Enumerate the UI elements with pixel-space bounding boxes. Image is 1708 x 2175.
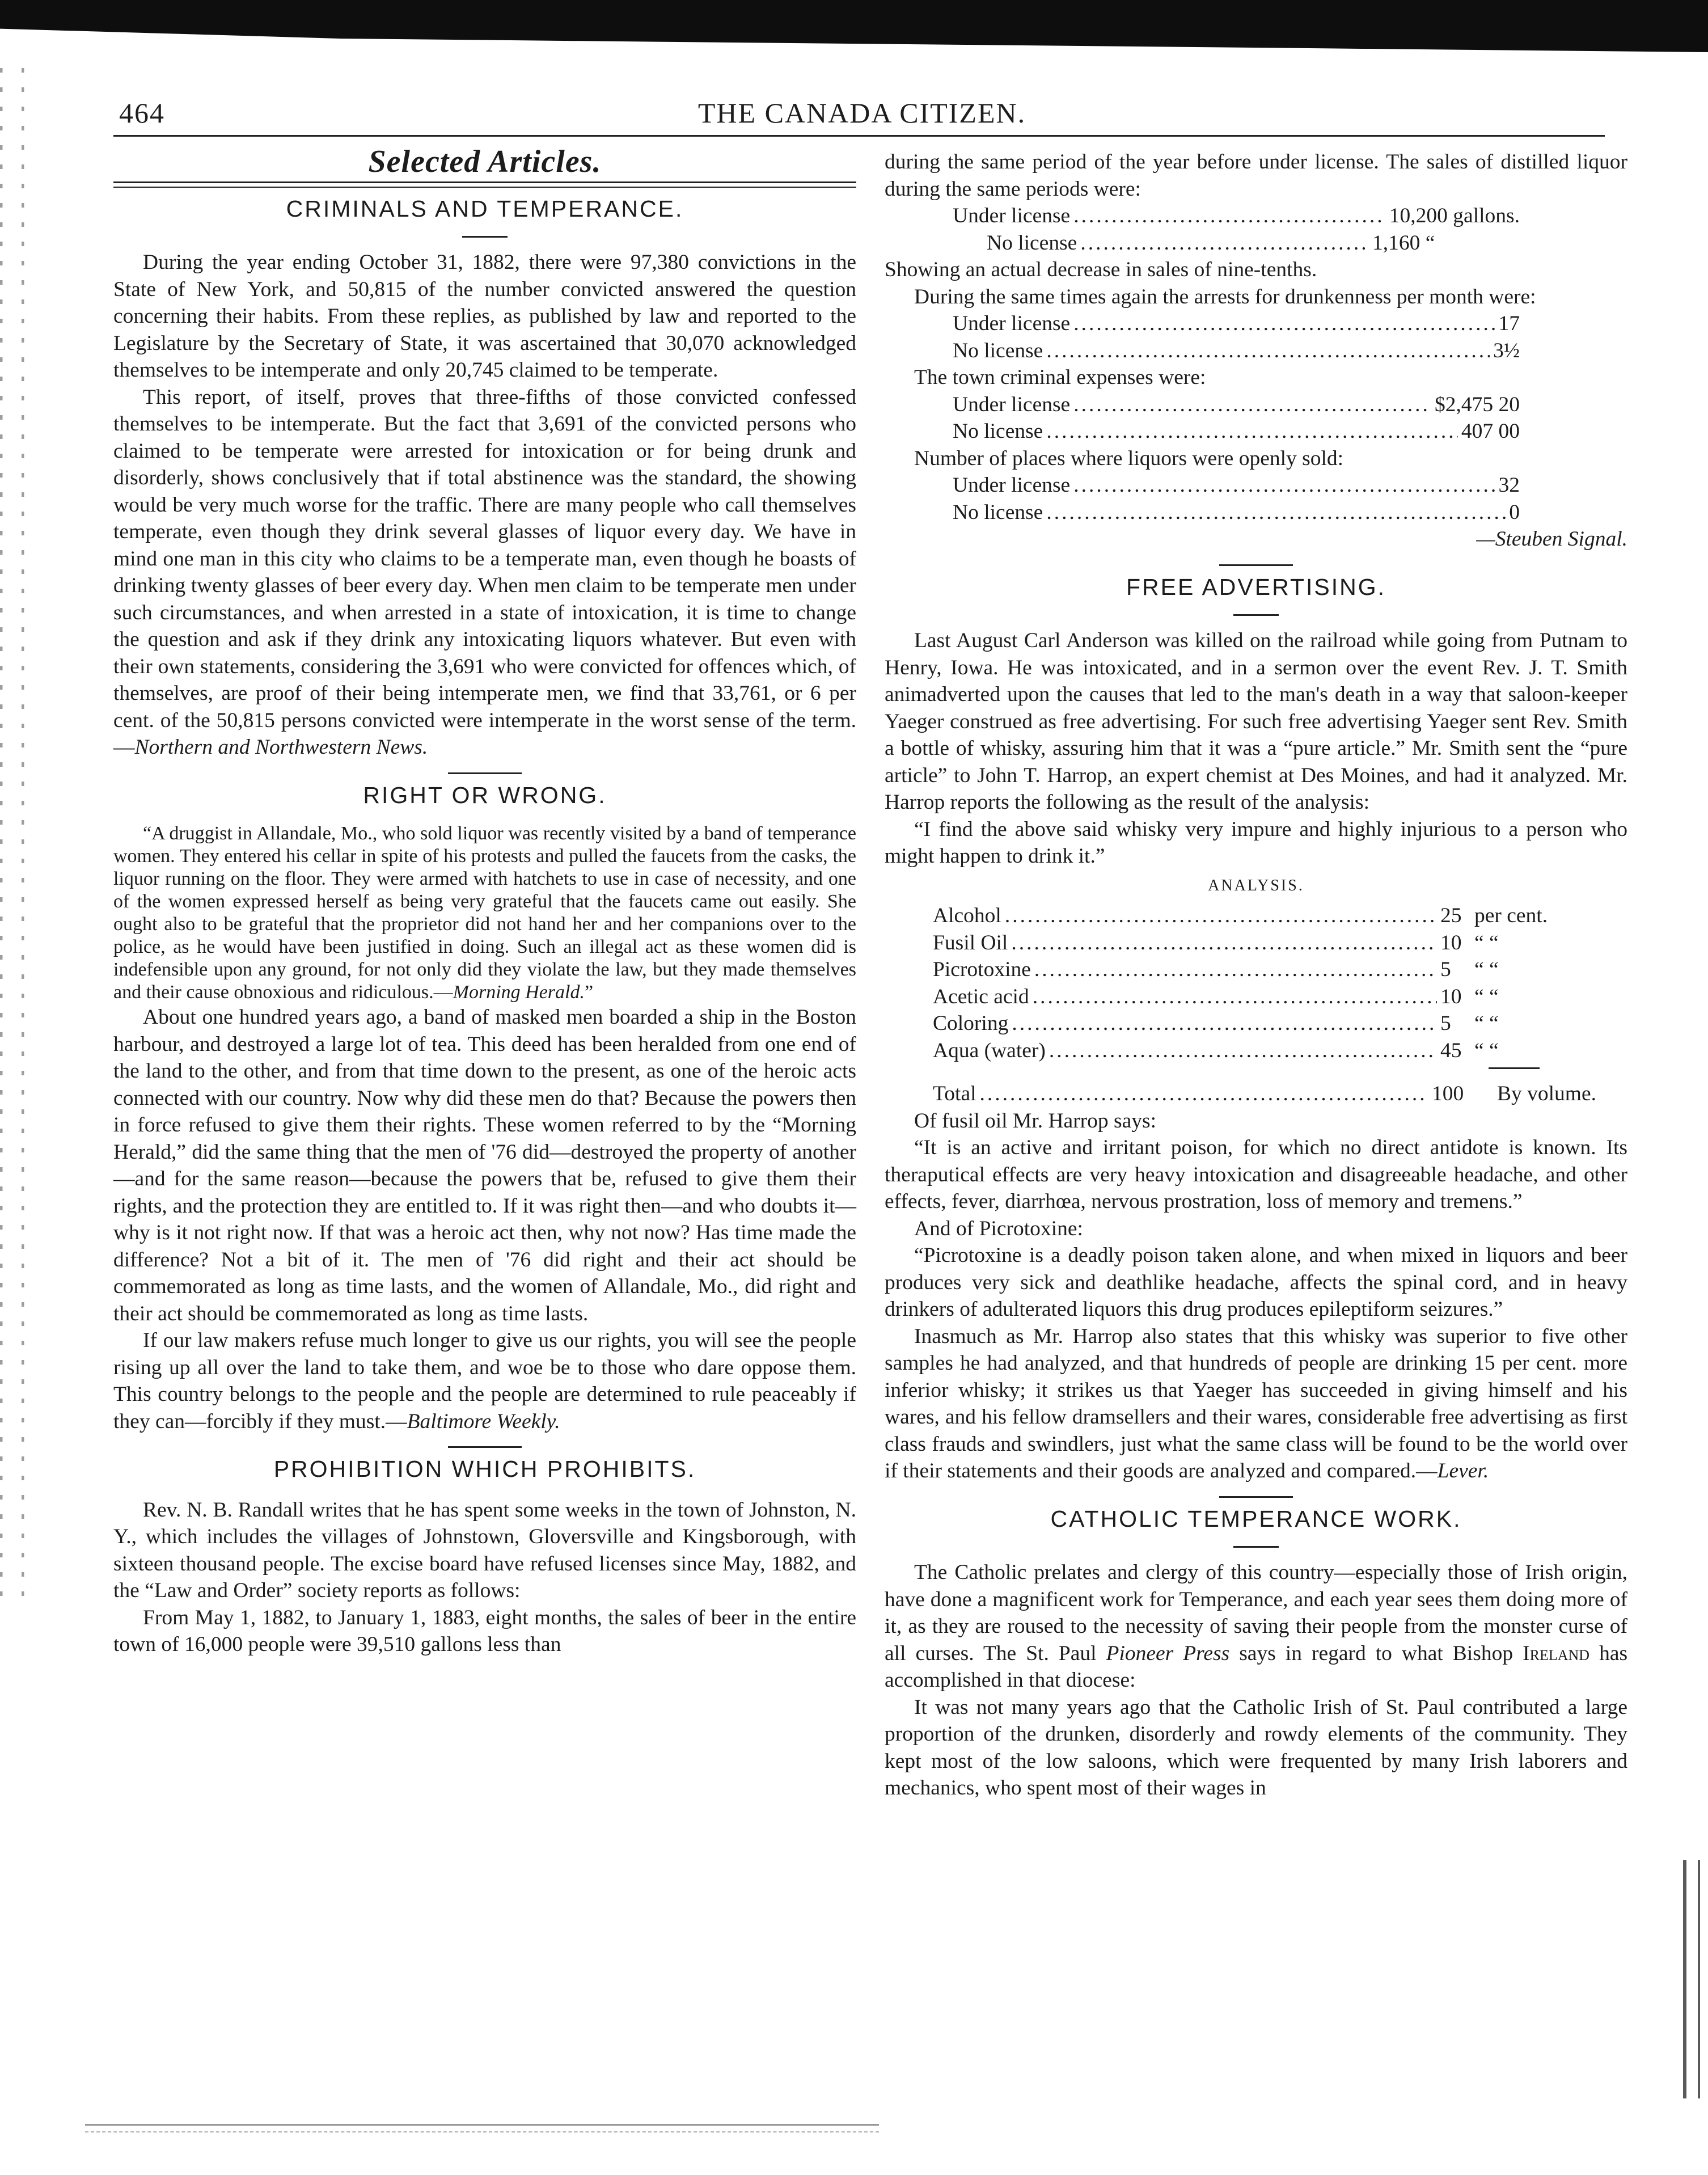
paragraph: During the same times again the arrests for drunkenness per month were: — [914, 285, 1536, 309]
paragraph: From May 1, 1882, to January 1, 1883, eight months, the sales of beer in the entire town of 16,000 people were 39,510 gallons less than — [113, 1606, 856, 1656]
analysis-row: Aqua (water) ..... 45 “ “ — [933, 1037, 1596, 1065]
source-credit: Morning Herald. — [453, 982, 585, 1003]
paragraph: during the same period of the year before under license. The sales of distilled liquor during the same periods were: — [885, 150, 1627, 201]
masthead: THE CANADA CITIZEN. — [697, 97, 1026, 129]
total-rule — [1489, 1067, 1540, 1069]
paragraph: About one hundred years ago, a band of masked men boarded a ship in the Boston harbour, and destroyed a large lot of tea. This deed has been heralded from one end of the land to the other, and from that time down to the present, as one of the heroic acts connected with our country. Now why did these men do that? Because the powers then in force refused to give them their rights. These women referred to by the “Morning Herald,” did the same thing that the men of '76 did—destroyed the property of another—and for the same reason—because the powers that be, refused to give them their rights, and the protection they are entitled to. If it was right then—and who doubts it—why is it not right now. If that was a heroic act then, why not now? Has time made the difference? Not a bit of it. The men of '76 did right and their act should be commemorated as long as time lasts, and the women of Allandale, Mo., did right and their act should be commemorated as long as time lasts. — [113, 1006, 856, 1325]
page-number: 464 — [119, 97, 165, 129]
source-credit: Lever. — [1437, 1459, 1489, 1483]
title-rule — [462, 236, 508, 238]
stat-row: Under license ..... 10,200 gallons. — [953, 202, 1520, 230]
analysis-row: Picrotoxine ..... 5 “ “ — [933, 956, 1596, 983]
section-divider — [448, 772, 522, 774]
scan-right-edge-mark — [1683, 1860, 1700, 2098]
left-column — [113, 144, 856, 1658]
stat-row: No license ..... 3½ — [953, 337, 1520, 365]
places-list — [953, 472, 1520, 526]
scan-left-edge-marks — [0, 68, 51, 1599]
analysis-total-row: Total ..... 100 By volume. — [933, 1080, 1596, 1108]
scan-top-bar — [0, 0, 1708, 52]
analysis-row: Alcohol ..... 25 per cent. — [933, 902, 1596, 930]
stat-row: Under license ..... 17 — [953, 310, 1520, 337]
article-free-advertising — [885, 574, 1627, 1485]
analysis-row: Coloring ..... 5 “ “ — [933, 1010, 1596, 1037]
paragraph: Of fusil oil Mr. Harrop says: — [914, 1109, 1157, 1133]
article-catholic-temperance-work — [885, 1506, 1627, 1802]
page-header — [119, 96, 1605, 137]
double-rule — [113, 181, 856, 188]
article-title: PROHIBITION WHICH PROHIBITS. — [273, 1456, 696, 1482]
article-prohibition-continued — [885, 149, 1627, 553]
section-divider — [1219, 1496, 1293, 1498]
stat-row: No license ..... 407 00 — [953, 418, 1520, 445]
paragraph: The Catholic prelates and clergy of this country—especially those of Irish origin, have done a magnificent work for Temperance, and each year sees them doing more of it, as they are roused to the necessity of saving their people from the monster curse of all curses. The St. Paul Pioneer Press says in regard to what Bishop Ireland has accomplished in that diocese: — [885, 1561, 1628, 1692]
paragraph: Last August Carl Anderson was killed on the railroad while going from Putnam to Henry, Iowa. He was intoxicated, and in a sermon over the event Rev. J. T. Smith animadverted upon the causes that led to the man's death in a way that saloon-keeper Yaeger construed as free advertising. For such free advertising Yaeger sent Rev. Smith a bottle of whisky, assuring him that it was a “pure article.” Mr. Smith sent the “pure article” to John T. Harrop, an expert chemist at Des Moines, and had it analyzed. Mr. Harrop reports the following as the result of the analysis: — [885, 629, 1627, 814]
paragraph: “Picrotoxine is a deadly poison taken alone, and when mixed in liquors and beer produces very sick and deathlike headache, affects the spinal cord, and in heavy drinkers of adulterated liquors this drug produces epileptiform seizures.” — [885, 1244, 1627, 1321]
article-right-or-wrong — [113, 782, 856, 1435]
title-rule — [1233, 1546, 1279, 1548]
paragraph: The town criminal expenses were: — [914, 366, 1206, 389]
analysis-row: Fusil Oil ..... 10 “ “ — [933, 930, 1596, 957]
paragraph: If our law makers refuse much longer to give us our rights, you will see the people rising up all over the land to take them, and woe be to those who dare oppose them. This country belongs to the people and the people are determined to rule peaceably if they can—forcibly if they must.—Baltimore Weekly. — [113, 1329, 856, 1433]
source-credit: —Steuben Signal. — [1476, 527, 1627, 551]
article-criminals-and-temperance — [113, 196, 856, 761]
sales-list — [953, 202, 1520, 256]
source-credit: Northern and Northwestern News. — [134, 736, 428, 759]
source-credit: Baltimore Weekly. — [407, 1409, 560, 1433]
header-rule — [113, 135, 1605, 137]
analysis-heading: ANALYSIS. — [1208, 876, 1304, 894]
quoted-paragraph: “A druggist in Allandale, Mo., who sold liquor was recently visited by a band of temperance women. They entered his cellar in spite of his protests and pulled the faucets from the casks, the liquor running on the floor. They were armed with hatchets to use in case of necessity, and one of the women expressed herself as being very grateful that the faucets came out easily. She ought also to be grateful that the proprietor did not hand her and her companions over to the police, as he would have been justified in doing. Such an illegal act as these women did is indefensible upon any ground, for not only did they violate the law, but they made themselves and their cause obnoxious and ridiculous.—Morning Herald.” — [113, 823, 856, 1003]
stat-row: No license ..... 0 — [953, 499, 1520, 526]
scan-bottom-marks — [85, 2124, 879, 2132]
paragraph: “I find the above said whisky very impure and highly injurious to a person who might happen to drink it.” — [885, 817, 1627, 868]
article-title: CATHOLIC TEMPERANCE WORK. — [1050, 1505, 1462, 1532]
stat-row: Under license ..... 32 — [953, 472, 1520, 499]
article-title: RIGHT OR WRONG. — [363, 782, 607, 808]
paragraph: Inasmuch as Mr. Harrop also states that this whisky was superior to five other samples he had analyzed, and that hundreds of people are drinking 15 per cent. more inferior whisky; it strikes us that Yaeger has succeeded in giving himself and his wares, and his fellow dramsellers and their wares, considerable free advertising as first class frauds and swindlers, just what the same class will be found to be the world over if their statements and their goods are analyzed and compared.—Lever. — [885, 1324, 1627, 1483]
section-divider — [448, 1446, 522, 1448]
paragraph: Showing an actual decrease in sales of nine-tenths. — [885, 258, 1317, 281]
section-heading: Selected Articles. — [368, 144, 602, 179]
stat-row: No license ..... 1,160 “ — [987, 230, 1520, 257]
expenses-list — [953, 391, 1520, 445]
paragraph: Rev. N. B. Randall writes that he has spent some weeks in the town of Johnston, N. Y., which includes the villages of Johnstown, Gloversville and Kingsborough, with sixteen thousand people. The excise board have refused licenses since May, 1882, and the “Law and Order” society reports as follows: — [113, 1498, 856, 1602]
paragraph: “It is an active and irritant poison, for which no direct antidote is known. Its theraputical effects are very heavy intoxication and disagreeable headache, and other effects, fever, diarrhœa, nervous prostration, loss of memory and tremens.” — [885, 1136, 1627, 1213]
analysis-row: Acetic acid ..... 10 “ “ — [933, 983, 1596, 1011]
newspaper-name: Pioneer Press — [1106, 1641, 1230, 1665]
paragraph: During the year ending October 31, 1882, there were 97,380 convictions in the State of New York, and 50,815 of the number convicted answered the question concerning their habits. From these replies, as published by law and reported to the Legislature by the Secretary of State, it was ascertained that 30,070 acknowledged themselves to be intemperate and only 20,745 claimed to be temperate. — [113, 251, 856, 382]
article-prohibition-which-prohibits — [113, 1456, 856, 1658]
paragraph: Number of places where liquors were openly sold: — [914, 446, 1344, 470]
paragraph: It was not many years ago that the Catholic Irish of St. Paul contributed a large proportion of the drunken, disorderly and rowdy elements of the community. They kept most of the low saloons, which were frequented by many Irish laborers and mechanics, who spent most of their wages in — [885, 1695, 1627, 1800]
paragraph: And of Picrotoxine: — [914, 1217, 1083, 1240]
analysis-table — [933, 902, 1596, 1108]
title-rule — [1233, 614, 1279, 616]
arrests-list — [953, 310, 1520, 364]
paragraph: This report, of itself, proves that three-fifths of those convicted confessed themselves to be intemperate. But the fact that 3,691 of the convicted persons who claimed to be temperate were arrested for intoxication or for being drunk and disorderly, shows conclusively that if total abstinence was the standard, the showing would be very much worse for the traffic. There are many people who call themselves temperate, even though they drink several glasses of liquor every day. We have in mind one man in this city who claims to be a temperate man, even though he boasts of drinking twenty glasses of beer every day. When men claim to be temperate men under such circumstances, and when arrested in a state of intoxication, it is time to change the question and ask if they drink any intoxicating liquors whatever. But even with their own statements, considering the 3,691 who were convicted for offences which, of themselves, are proof of their being intemperate men, we find that 33,761, or 6 per cent. of the 50,815 persons convicted were intemperate in the worst sense of the term.—Northern and Northwestern News. — [113, 385, 856, 759]
stat-row: Under license ..... $2,475 20 — [953, 391, 1520, 419]
article-title: CRIMINALS AND TEMPERANCE. — [286, 195, 684, 222]
right-column — [885, 149, 1627, 1802]
article-title: FREE ADVERTISING. — [1126, 573, 1386, 600]
bishop-name: Ireland — [1523, 1641, 1590, 1665]
section-divider — [1219, 564, 1293, 566]
